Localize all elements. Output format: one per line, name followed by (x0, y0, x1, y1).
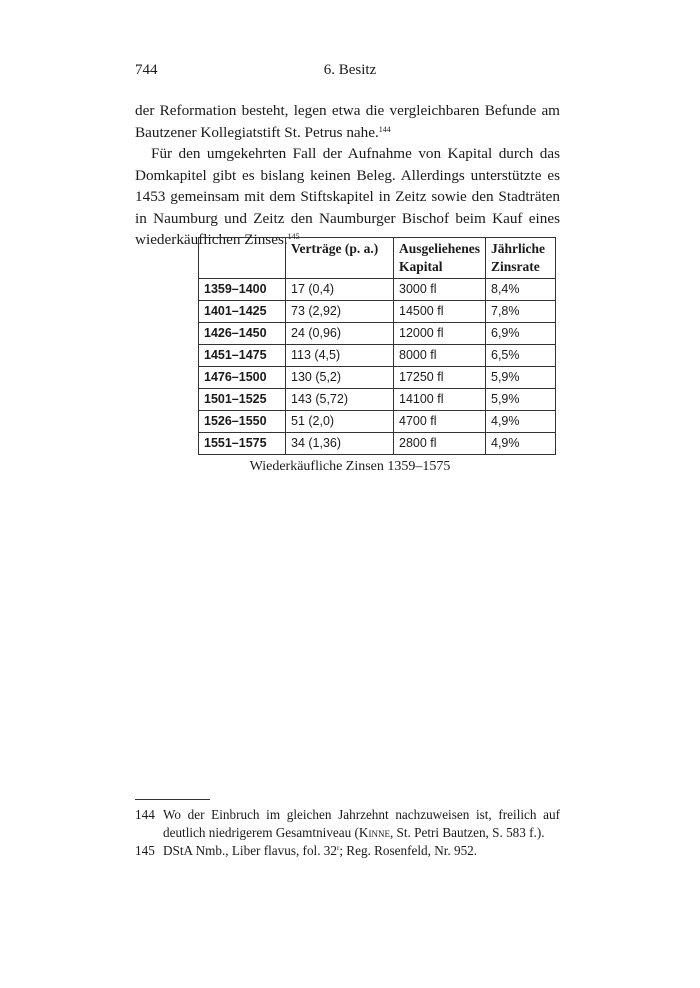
table-cell-rate: 4,9% (486, 411, 556, 433)
interest-table (198, 237, 556, 455)
paragraph-2 (135, 143, 560, 251)
footnote-text (163, 842, 560, 860)
paragraph-1 (135, 100, 560, 143)
table-header-contracts: Verträge (p. a.) (286, 238, 394, 279)
footnote-ref-144[interactable]: 144 (378, 124, 391, 134)
table-row (199, 345, 556, 367)
table-caption: Wiederkäufliche Zinsen 1359–1575 (249, 459, 451, 474)
table-row (199, 389, 556, 411)
table-cell-rate: 7,8% (486, 301, 556, 323)
table-header-rate: Jährliche Zinsrate (486, 238, 556, 279)
footnote-text-part: DStA Nmb., Liber flavus, fol. 32 (163, 843, 337, 858)
table-row (199, 433, 556, 455)
table-row (199, 411, 556, 433)
table-cell-period: 1476–1500 (199, 367, 286, 389)
table-cell-period: 1501–1525 (199, 389, 286, 411)
footnote-divider (135, 799, 210, 800)
table-header-period (199, 238, 286, 279)
table-cell-period: 1426–1450 (199, 323, 286, 345)
table-cell-rate: 5,9% (486, 389, 556, 411)
table-cell-capital: 8000 fl (394, 345, 486, 367)
table-cell-rate: 8,4% (486, 279, 556, 301)
table-cell-capital: 2800 fl (394, 433, 486, 455)
table-cell-contracts: 143 (5,72) (286, 389, 394, 411)
table-cell-period: 1401–1425 (199, 301, 286, 323)
footnote-text-part: ; Reg. Rosenfeld, Nr. 952. (339, 843, 478, 858)
table-row (199, 367, 556, 389)
footnote-ref-145[interactable]: 145 (287, 232, 300, 241)
footnote-text-part: , St. Petri Bautzen, S. 583 f.). (389, 825, 545, 840)
table-cell-capital: 17250 fl (394, 367, 486, 389)
table-cell-period: 1359–1400 (199, 279, 286, 301)
paragraph-1-text: der Reformation besteht, legen etwa die vergleichbaren Befunde am Bautzener Kollegiatstift St. Petrus nahe. (135, 102, 560, 141)
table-row (199, 279, 556, 301)
table-row (199, 323, 556, 345)
table-cell-capital: 3000 fl (394, 279, 486, 301)
footnote-144 (135, 806, 560, 842)
table-cell-period: 1551–1575 (199, 433, 286, 455)
table-cell-capital: 14500 fl (394, 301, 486, 323)
page-number: 744 (135, 62, 158, 78)
footnote-number: 145 (135, 843, 155, 858)
table-cell-capital: 14100 fl (394, 389, 486, 411)
table-cell-rate: 6,5% (486, 345, 556, 367)
table-cell-contracts: 51 (2,0) (286, 411, 394, 433)
footnote-author: Kinne (358, 825, 390, 840)
table-cell-period: 1526–1550 (199, 411, 286, 433)
footnote-number: 144 (135, 807, 155, 822)
footnote-145 (135, 842, 560, 860)
table-cell-contracts: 130 (5,2) (286, 367, 394, 389)
footnotes (135, 806, 560, 860)
table-cell-rate: 6,9% (486, 323, 556, 345)
paragraph-2-text: Für den umgekehrten Fall der Aufnahme von Kapital durch das Domkapitel gibt es bislang keinen Beleg. Allerdings unterstützte es 1453 gemeinsam mit dem Stiftskapitel in Zeitz sowie den Stadträten in Naumburg und Zeitz den Naumburger Bischof beim Kauf eines wiederkäuflichen Zinses. (135, 145, 560, 248)
folio-superscript: r (337, 844, 340, 852)
footnote-text-part: Wo der Einbruch im gleichen Jahrzehnt nachzuweisen ist, freilich auf deutlich niedrigerem Gesamtniveau ( (163, 807, 560, 840)
table-cell-contracts: 113 (4,5) (286, 345, 394, 367)
table-cell-contracts: 24 (0,96) (286, 323, 394, 345)
table-cell-rate: 5,9% (486, 367, 556, 389)
table-header-row (199, 238, 556, 279)
body-text (135, 100, 560, 251)
table-cell-capital: 12000 fl (394, 323, 486, 345)
footnote-text (163, 806, 560, 842)
table-cell-capital: 4700 fl (394, 411, 486, 433)
table-row (199, 301, 556, 323)
table-cell-contracts: 73 (2,92) (286, 301, 394, 323)
table-cell-rate: 4,9% (486, 433, 556, 455)
table-cell-contracts: 34 (1,36) (286, 433, 394, 455)
table-cell-period: 1451–1475 (199, 345, 286, 367)
table-header-capital: Ausgeliehenes Kapital (394, 238, 486, 279)
running-head: 6. Besitz (323, 62, 377, 78)
table-cell-contracts: 17 (0,4) (286, 279, 394, 301)
